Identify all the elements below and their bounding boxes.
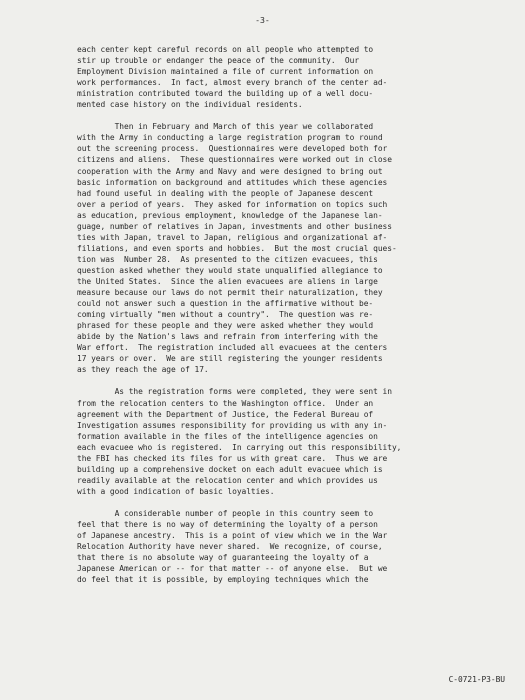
text-line: building up a comprehensive docket on each adult evacuee which is (77, 464, 383, 474)
paragraph (77, 386, 497, 496)
text-line: filiations, and even sports and hobbies. But the most crucial ques- (77, 243, 397, 253)
paragraph (77, 508, 497, 585)
text-line: A considerable number of people in this country seem to (77, 508, 374, 518)
text-line: formation available in the files of the intelligence agencies on (77, 431, 378, 441)
text-line: feel that there is no way of determining the loyalty of a person (77, 520, 378, 530)
text-line: the United States. Since the alien evacuees are aliens in large (77, 276, 378, 286)
text-line: with the Army in conducting a large registration program to round (77, 133, 383, 143)
text-line: could not answer such a question in the affirmative without be- (77, 299, 374, 309)
text-line: Japanese American or -- for that matter -- of anyone else. But we (77, 564, 388, 574)
text-line: work performances. In fact, almost every branch of the center ad- (77, 78, 388, 88)
text-line: 17 years or over. We are still registering the younger residents (77, 354, 383, 364)
text-line: Relocation Authority have never shared. We recognize, of course, (77, 542, 383, 552)
document-body (77, 44, 497, 585)
text-line: As the registration forms were completed, they were sent in (77, 387, 392, 397)
text-line: measure because our laws do not permit their naturalization, they (77, 288, 383, 298)
text-line: of Japanese ancestry. This is a point of view which we in the War (77, 531, 388, 541)
paragraph (77, 121, 497, 375)
text-line: had found useful in dealing with the people of Japanese descent (77, 188, 374, 198)
text-line: do feel that it is possible, by employing techniques which the (77, 575, 369, 585)
text-line: Employment Division maintained a file of current information on (77, 67, 374, 77)
text-line: phrased for these people and they were asked whether they would (77, 321, 374, 331)
text-line: each center kept careful records on all people who attempted to (77, 45, 374, 54)
text-line: stir up trouble or endanger the peace of the community. Our (77, 56, 360, 66)
text-line: coming virtually "men without a country". The question was re- (77, 310, 374, 320)
text-line: Then in February and March of this year we collaborated (77, 122, 374, 132)
text-line: with a good indication of basic loyalties. (77, 486, 275, 496)
text-line: citizens and aliens. These questionnaires were worked out in close (77, 155, 392, 165)
text-line: agreement with the Department of Justice, the Federal Bureau of (77, 409, 374, 419)
text-line: readily available at the relocation center and which provides us (77, 475, 378, 485)
text-line: guage, number of relatives in Japan, investments and other business (77, 221, 392, 231)
text-line: as education, previous employment, knowledge of the Japanese lan- (77, 210, 383, 220)
text-line: War effort. The registration included all evacuees at the centers (77, 343, 388, 353)
text-line: Investigation assumes responsibility for providing us with any in- (77, 420, 388, 430)
text-line: mented case history on the individual residents. (77, 100, 303, 110)
text-line: basic information on background and attitudes which these agencies (77, 177, 388, 187)
paragraph (77, 44, 497, 110)
text-line: as they reach the age of 17. (77, 365, 209, 375)
text-line: out the screening process. Questionnaires were developed both for (77, 144, 388, 154)
text-line: tion was Number 28. As presented to the citizen evacuees, this (77, 254, 378, 264)
text-line: each evacuee who is registered. In carrying out this responsibility, (77, 442, 402, 452)
text-line: the FBI has checked its files for us with great care. Thus we are (77, 453, 388, 463)
text-line: cooperation with the Army and Navy and were designed to bring out (77, 166, 383, 176)
text-line: that there is no absolute way of guaranteeing the loyalty of a (77, 553, 369, 563)
text-line: ties with Japan, travel to Japan, religious and organizational af- (77, 232, 388, 242)
text-line: ministration contributed toward the building up of a well docu- (77, 89, 374, 99)
text-line: over a period of years. They asked for information on topics such (77, 199, 388, 209)
page-number: -3- (255, 15, 270, 25)
document-code: C-0721-P3-BU (448, 675, 505, 684)
text-line: question asked whether they would state unqualified allegiance to (77, 265, 383, 275)
text-line: abide by the Nation's laws and refrain from interfering with the (77, 332, 378, 342)
text-line: from the relocation centers to the Washington office. Under an (77, 398, 374, 408)
